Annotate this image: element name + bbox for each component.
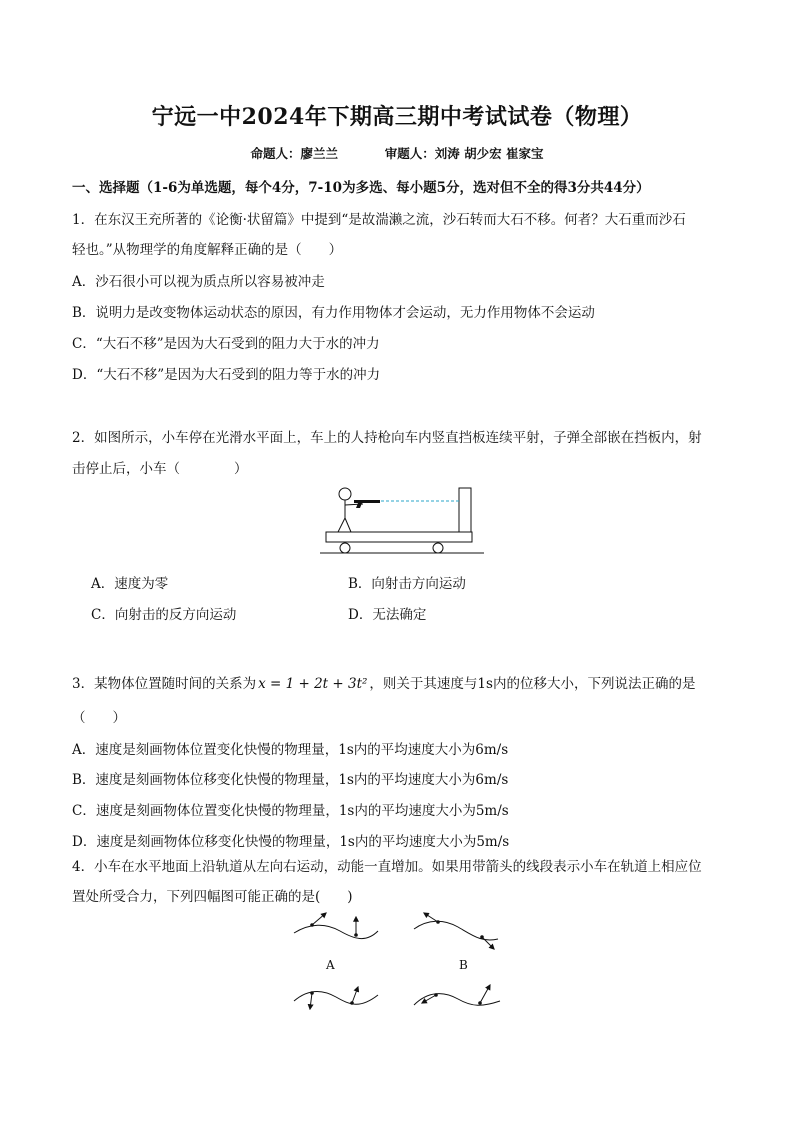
cart-body (326, 532, 472, 542)
q2-cart-figure (318, 484, 488, 560)
q1-option-b: B．说明力是改变物体运动状态的原因，有力作用物体才会运动，无力作用物体不会运动 (72, 305, 595, 321)
section-heading: 一、选择题（1-6为单选题，每个4分，7-10为多选、每小题5分，选对但不全的得3分共44分） (72, 180, 650, 196)
cart-wheel-left (340, 543, 350, 553)
q2-option-d: D．无法确定 (348, 607, 427, 623)
q2-option-c: C．向射击的反方向运动 (91, 607, 237, 623)
figure-b-track (414, 913, 498, 949)
q2-stem-line2: 击停止后，小车（ ） (72, 461, 248, 477)
q3-stem-line2: （ ） (72, 710, 126, 726)
figure-c-track (294, 987, 378, 1009)
q4-stem-line1: 4．小车在水平地面上沿轨道从左向右运动，动能一直增加。如果用带箭头的线段表示小车在轨道上相应位 (72, 859, 702, 875)
q1-stem-line2: 轻也。”从物理学的角度解释正确的是（ ） (72, 242, 343, 258)
q4-figure-label-a: A (326, 958, 335, 972)
reviewers-label: 审题人：刘涛 胡少宏 崔家宝 (384, 146, 544, 161)
q3-option-b: B．速度是刻画物体位移变化快慢的物理量，1s内的平均速度大小为6m/s (72, 772, 509, 788)
setter-label: 命题人：廖兰兰 (250, 146, 339, 161)
q3-option-a: A．速度是刻画物体位置变化快慢的物理量，1s内的平均速度大小为6m/s (72, 742, 509, 758)
page-title: 宁远一中2024年下期高三期中考试试卷（物理） (151, 104, 643, 130)
figure-d-track (414, 985, 500, 1005)
person-head (339, 488, 351, 500)
figure-a-track (294, 913, 378, 939)
authors-line (0, 144, 794, 162)
q3-option-c: C．速度是刻画物体位置变化快慢的物理量，1s内的平均速度大小为5m/s (72, 803, 509, 819)
q1-option-c: C．“大石不移”是因为大石受到的阻力大于水的冲力 (72, 336, 380, 352)
q2-option-a: A．速度为零 (91, 576, 169, 592)
q3-stem-prefix: 3．某物体位置随时间的关系为 (72, 676, 257, 692)
cart-wheel-right (433, 543, 443, 553)
q4-figures (288, 905, 508, 1020)
q3-option-d: D．速度是刻画物体位移变化快慢的物理量，1s内的平均速度大小为5m/s (72, 834, 510, 850)
baffle-plate (459, 488, 471, 532)
q1-option-a: A．沙石很小可以视为质点所以容易被冲走 (72, 274, 325, 290)
q3-formula: x = 1 + 2t + 3t² (258, 676, 368, 692)
q3-stem-suffix: ，则关于其速度与1s内的位移大小，下列说法正确的是 (369, 676, 696, 692)
q3-stem-line1 (72, 672, 695, 692)
q1-stem-line1: 1．在东汉王充所著的《论衡·状留篇》中提到“是故湍濑之流，沙石转而大石不移。何者？大石重而沙石 (72, 212, 686, 228)
q1-option-d: D．“大石不移”是因为大石受到的阻力等于水的冲力 (72, 367, 381, 383)
q4-figure-label-b: B (459, 958, 468, 972)
q4-stem-line2: 置处所受合力，下列四幅图可能正确的是( ) (72, 889, 353, 905)
gun-icon (354, 500, 380, 508)
q2-option-b: B．向射击方向运动 (348, 576, 466, 592)
q2-stem-line1: 2．如图所示，小车停在光滑水平面上，车上的人持枪向车内竖直挡板连续平射，子弹全部嵌在挡板内，射 (72, 430, 702, 446)
